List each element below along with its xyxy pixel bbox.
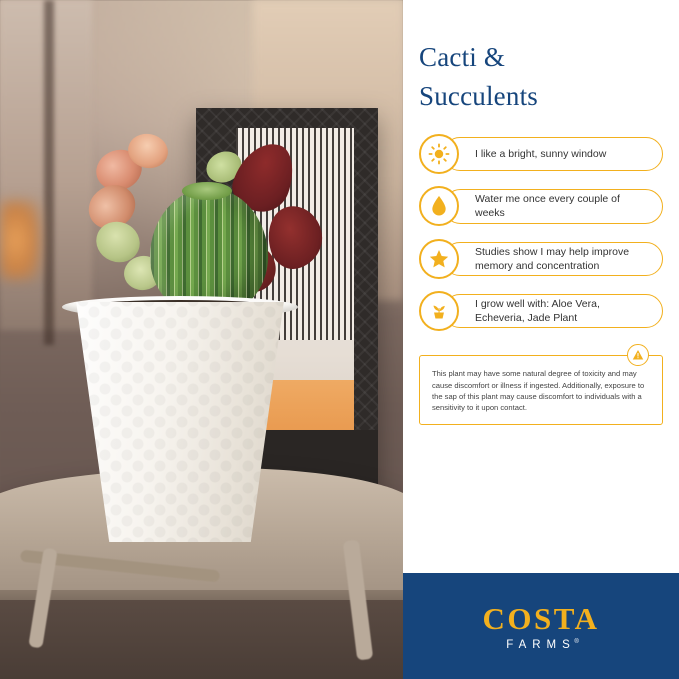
disclaimer-text: This plant may have some natural degree of toxicity and may cause discomfort or illness if ingested. Additionally, exposure to the sap of this plant may cause discomfort to individuals with a sensitivity to it upon contact.	[419, 355, 663, 425]
care-fact-benefit	[419, 239, 663, 279]
star-icon	[419, 239, 459, 279]
care-fact-text: I grow well with: Aloe Vera, Echeveria, Jade Plant	[475, 297, 600, 325]
page-title	[419, 38, 663, 116]
brand-subname-text: FARMS	[506, 639, 576, 651]
care-fact-text: I like a bright, sunny window	[475, 148, 607, 161]
care-fact-light	[419, 134, 663, 174]
brand-footer	[403, 573, 679, 679]
care-fact-companions	[419, 291, 663, 331]
care-facts-list	[419, 134, 663, 331]
toxicity-disclaimer	[419, 355, 663, 425]
footer-gap	[403, 556, 679, 573]
care-fact-text: Water me once every couple of weeks	[475, 193, 620, 220]
potted-plant-icon	[419, 291, 459, 331]
care-fact-text: Studies show I may help improve memory and concentration	[475, 245, 630, 272]
care-fact-water	[419, 186, 663, 226]
title-line-1: Cacti &	[419, 42, 506, 72]
window-frame-blur	[44, 0, 54, 345]
floor	[0, 600, 403, 679]
trademark-symbol: ®	[574, 639, 585, 645]
lamp-glow	[0, 200, 40, 280]
brand-subname	[506, 639, 585, 651]
sun-icon	[419, 134, 459, 174]
brand-name: COSTA	[482, 601, 600, 636]
title-line-2: Succulents	[419, 81, 538, 112]
cactus-crown	[182, 182, 232, 200]
